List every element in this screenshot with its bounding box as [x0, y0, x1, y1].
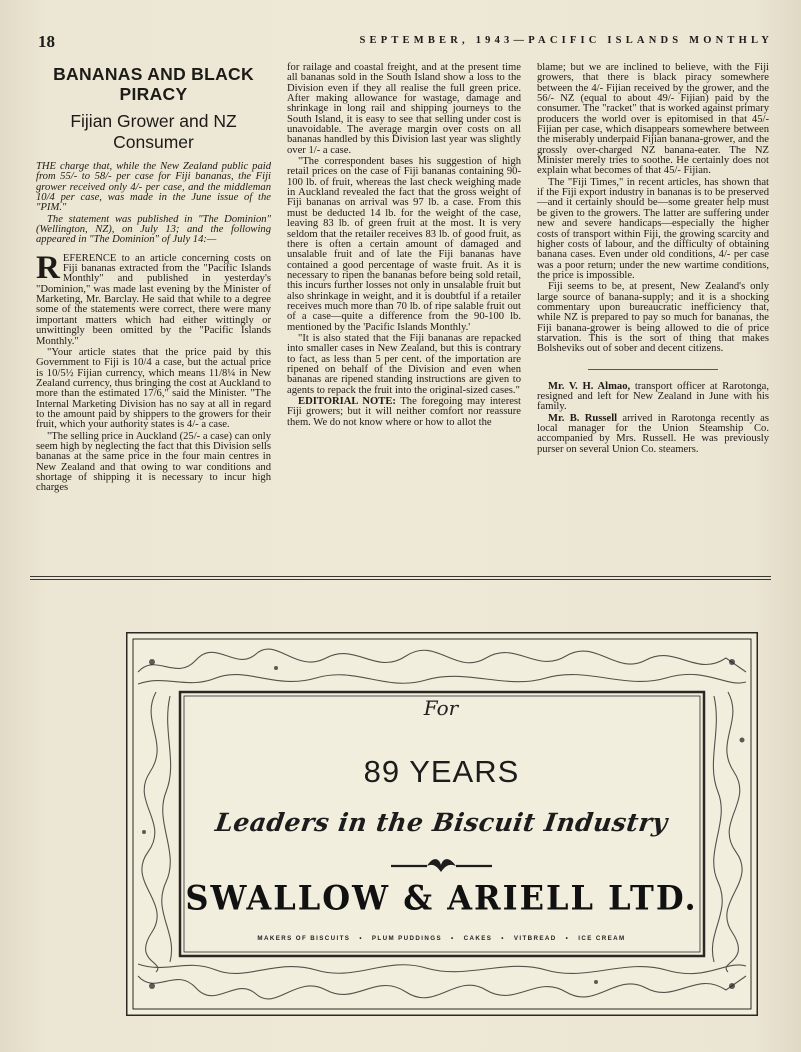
swallow-ornament-icon: [389, 854, 494, 876]
personal-note: [537, 382, 769, 413]
body-paragraph: "Your article states that the price paid by this Government to Fiji is 10/4 a case, but the actual price is 10/5½ Fijian currency, which means 11/8¼ in New Zealand currency, thus bringing the cost at Auckland to more than the estimated 17/6," said the Minister. "The Internal Marketing Division has no say at all in regard to the amount paid by shippers to the growers for their fruit, which your authority states is 4/- a case.: [36, 346, 271, 431]
editorial-label: EDITORIAL NOTE:: [298, 396, 396, 407]
ad-product: ICE CREAM: [578, 935, 626, 942]
personal-note: [537, 414, 769, 455]
personal-name: Mr. V. H. Almao,: [548, 380, 631, 392]
body-text-part1: "The selling price in Auckland (25/- a case) can only seem high by neglecting the fact that this Division sells bananas at the same price in the four main centres in New Zealand and that owing to war conditions and shortage of shipping it is necessary to incur high charges: [36, 430, 271, 494]
ad-product: PLUM PUDDINGS: [371, 935, 443, 942]
personal-name: Mr. B. Russell: [548, 412, 618, 424]
section-divider: [588, 369, 718, 370]
intro-paragraph: THE charge that, while the New Zealand public paid from 55/- to 58/- per case for Fiji bananas, the Fiji grower received only 4/- per case, and the middleman 10/4 per case, was made in the June issue of the "PIM.": [36, 161, 271, 214]
ad-tagline: Leaders in the Biscuit Industry: [213, 808, 670, 837]
ad-product: MAKERS OF BISCUITS: [257, 935, 351, 942]
editorial-paragraph: The "Fiji Times," in recent articles, has shown that if the Fiji export industry in bananas is to be preserved—and it certainly should be—some greater help must be given to the growers. The latter are suffering under new and severe handicaps—especially the higher costs of transport within Fiji, the growing scarcity and higher costs of labour, and the difficulty of obtaining banana cases. Even under old conditions, 4/- per case was a poor return; under the new wartime conditions, the price is impossible.: [537, 176, 769, 281]
ad-years: 89 YEARS: [363, 754, 520, 789]
personal-text: arrived in Rarotonga recently as local manager for the Union Steamship Co. accompanied by Mrs. Russell. He was previously purser on several Union Co. steamers.: [537, 412, 770, 455]
editorial-paragraph: [287, 397, 521, 428]
personal-text: transport officer at Rarotonga, resigned and left for New Zealand in June with his family.: [537, 380, 769, 413]
page-number: 18: [38, 32, 55, 51]
body-paragraph: [36, 249, 271, 347]
ad-inner-panel: [184, 696, 699, 952]
ad-brand-name: SWALLOW & ARIELL LTD.: [185, 878, 698, 918]
ad-product: VITBREAD: [513, 935, 557, 942]
body-paragraph: [36, 432, 271, 494]
article-intro: [36, 162, 271, 246]
ad-for-script: For: [423, 696, 459, 720]
running-title: SEPTEMBER, 1943—PACIFIC ISLANDS MONTHLY: [359, 35, 773, 46]
column-1: [36, 63, 271, 495]
drop-cap: R: [36, 249, 60, 286]
ad-product: CAKES: [463, 935, 493, 942]
running-header: [38, 30, 773, 52]
editorial-text-part1: The foregoing may interest Fiji growers; but it will neither comfort nor reassure them. We do not know where or how to allot the: [287, 396, 521, 428]
article-subheadline: Fijian Grower and NZ Consumer: [70, 111, 237, 152]
editorial-text-part2: blame; but we are inclined to believe, with the Fiji growers, that there is black piracy somewhere between the 4/- Fijian received by the grower, and the 56/- NZ (equal to about 49/- Fijian) paid by the consumer. The "racket" that is worked against primary producers the world over is epitomised in that 45/- Fijian per case, which disappears somewhere between the miserably underpaid Fijian banana-grower, and the grossly over-charged NZ banana-eater. The NZ Minister merely tries to soothe. He certainly does not explain what becomes of that 45/- Fijian.: [537, 62, 769, 177]
editorial-paragraph: Fiji seems to be, at present, New Zealand's only large source of banana-supply; and it is a shocking commentary upon bureaucratic inefficiency that, while NZ is prepared to pay so much for bananas, the Fiji banana-grower is being allowed to die of price starvation. This is the sort of thing that makes Bolsheviks out of sober and decent citizens.: [537, 281, 769, 355]
ad-products-line: MAKERS OF BISCUITS • PLUM PUDDINGS • CAKES • VITBREAD • ICE CREAM: [257, 935, 626, 942]
article-headline: BANANAS AND BLACK PIRACY: [53, 64, 254, 104]
intro-paragraph: The statement was published in "The Dominion" (Wellington, NZ), on July 13; and the following appeared in "The Dominion" of July 14:—: [36, 213, 271, 246]
swallow-ariell-advertisement: [126, 632, 758, 1016]
column-3: [537, 63, 769, 456]
editorial-paragraph-continued: [537, 63, 769, 177]
column-2: [287, 63, 521, 429]
body-paragraph: "It is also stated that the Fiji bananas are repacked into smaller cases in New Zealand, but this is contrary to fact, as less than 5 per cent. of the importation are ripened on behalf of the Division and even when bananas are ripened standing instructions are given to agents to repack the fruit into the original-sized cases.": [287, 332, 521, 396]
body-paragraph-continued: [287, 63, 521, 156]
body-paragraph: "The correspondent bases his suggestion of high retail prices on the case of Fiji bananas containing 90-100 lb. of fruit, whereas the last check weighing made in Auckland revealed the fact that the gross weight of Fiji bananas on arrival was 97 lb. a case. From this must be deducted 14 lb. for the weight of the case, leaving 83 lb. of green fruit at the most. It is very seldom that the retailer receives 83 lb. of good fruit, as there is often a certain amount of damaged and unsalable fruit and of late the Fiji bananas have contained a good percentage of waste fruit. As it is necessary to ripen the bananas before being sold retail, this incurs further losses not only in unsalable fruit but also shrinkage in weight, and it is doubtful if a retailer receives much more than 70 lb. of ripe salable fruit out of a case—quite a difference from the 90-100 lb. mentioned by the 'Pacific Islands Monthly.': [287, 156, 521, 333]
page-divider-rule: [30, 576, 771, 580]
body-text: EFERENCE to an article concerning costs on Fiji bananas extracted from the "Pacific Islands Monthly" and published in yesterday's "Dominion," was made last evening by the Minister of Marketing, Mr. Barclay. He said that while to a degree some of the statements were correct, there were many important matters which had either wittingly or unwittingly been omitted by the "Pacific Islands Monthly.": [36, 252, 271, 347]
body-text-part2: for railage and coastal freight, and at the present time all bananas sold in the South Island show a loss to the Division even if they all realise the full green price. After making allowance for wastage, damage and shrinkage in long rail and shipping journeys to the South Island, it is easy to see that selling under cost is unavoidable. The average margin over costs on all bananas handled by this Division last year was slightly over 1/- a case.: [287, 62, 521, 156]
